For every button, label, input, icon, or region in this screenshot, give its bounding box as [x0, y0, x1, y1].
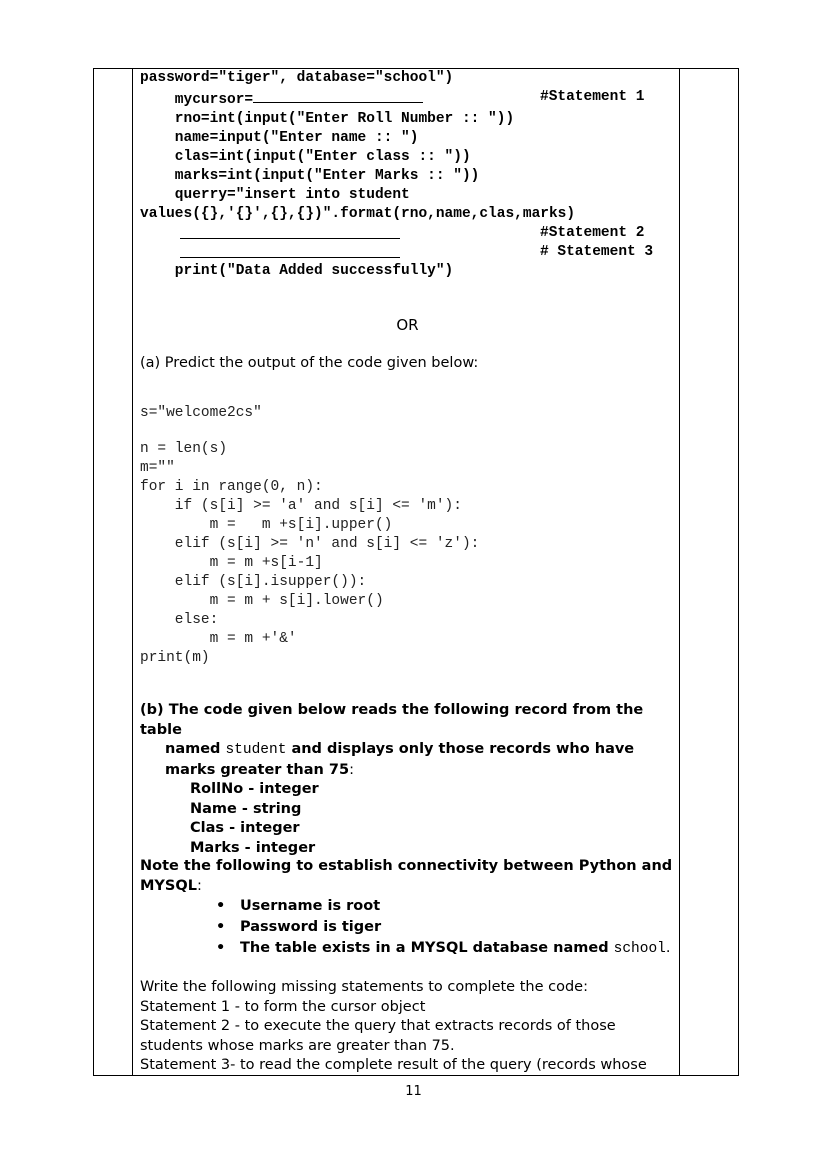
statement-3-label: # Statement 3: [540, 244, 654, 260]
instructions: [140, 978, 680, 1076]
note-colon: :: [196, 877, 202, 894]
instruction-line: Statement 3- to read the complete result of the query (records whose: [140, 1057, 647, 1073]
code-line: s="welcome2cs": [140, 405, 262, 421]
connectivity-note: [140, 857, 675, 960]
part-b-text: and displays only those records who have: [286, 741, 635, 757]
or-separator: OR: [396, 316, 419, 334]
blank-line: [180, 243, 400, 258]
note-text: MYSQL: [140, 877, 197, 894]
code-line: else:: [140, 612, 219, 628]
part-b-text: The code given below reads the following record from the table: [140, 702, 644, 738]
code-line: print("Data Added successfully"): [140, 263, 454, 279]
instruction-line: Write the following missing statements to complete the code:: [140, 979, 588, 995]
code-line: m = m +s[i-1]: [140, 555, 323, 571]
column-divider-right: [679, 69, 680, 1075]
note-line1: Note the following to establish connectivity between Python and: [140, 858, 673, 874]
connectivity-bullets: [216, 896, 675, 960]
table-name-student: student: [225, 742, 287, 758]
code-line: rno=int(input("Enter Roll Number :: ")): [140, 111, 515, 127]
part-b-text: marks greater than 75: [165, 761, 350, 778]
column-divider-left: [132, 69, 133, 1075]
code-line: for i in range(0, n):: [140, 479, 323, 495]
code-block-top: [140, 69, 675, 281]
field-item: RollNo - integer: [190, 781, 319, 797]
field-item: Name - string: [190, 800, 302, 817]
code-line: m = m + s[i].lower(): [140, 593, 384, 609]
field-item: Clas - integer: [190, 820, 300, 836]
instruction-line: Statement 2 - to execute the query that extracts records of those: [140, 1018, 616, 1034]
part-b-line1: [140, 701, 675, 740]
bullet-item: [216, 938, 675, 960]
bullet-text: Password is tiger: [240, 919, 382, 935]
code-line: querry="insert into student: [140, 187, 410, 203]
note-line2: [140, 877, 675, 897]
code-line: m = m +s[i].upper(): [140, 517, 393, 533]
part-b-line3: [140, 761, 675, 781]
part-b-colon: :: [349, 761, 354, 778]
code-line: elif (s[i] >= 'n' and s[i] <= 'z'):: [140, 536, 480, 552]
code-line-mycursor: [140, 88, 675, 110]
bullet-item: [216, 917, 675, 938]
field-list: [140, 780, 675, 858]
field-item: Marks - integer: [190, 839, 316, 856]
bullet-item: [216, 896, 675, 917]
code-line: m="": [140, 460, 175, 476]
bullet-text: Username is root: [240, 898, 381, 914]
page-number: 11: [405, 1084, 422, 1099]
part-b-question: [140, 701, 675, 858]
code-line: name=input("Enter name :: "): [140, 130, 419, 146]
part-b-text: named: [165, 741, 226, 757]
instruction-line: Statement 1 - to form the cursor object: [140, 998, 426, 1015]
part-b-line2: [140, 740, 675, 761]
code-line-statement-3: [140, 243, 675, 262]
bullet-period: .: [665, 940, 671, 956]
bullet-text: The table exists in a MYSQL database named: [240, 940, 614, 956]
database-name-school: school: [613, 941, 666, 957]
code-line: clas=int(input("Enter class :: ")): [140, 149, 471, 165]
code-line: password="tiger", database="school"): [140, 70, 454, 86]
code-line: [140, 423, 479, 440]
blank-line: [180, 224, 400, 239]
code-line: n = len(s): [140, 441, 228, 457]
statement-2-label: #Statement 2: [540, 225, 645, 241]
code-line: values({},'{}',{},{})".format(rno,name,clas,marks): [140, 206, 576, 222]
code-line: print(m): [140, 650, 210, 666]
code-line: elif (s[i].isupper()):: [140, 574, 367, 590]
part-a-heading: (a) Predict the output of the code given below:: [140, 355, 479, 371]
code-line-statement-2: [140, 224, 675, 243]
code-line: marks=int(input("Enter Marks :: ")): [140, 168, 480, 184]
code-text: mycursor=: [140, 92, 254, 108]
part-b-prefix: (b): [140, 702, 164, 718]
code-line: m = m +'&': [140, 631, 297, 647]
instruction-line: students whose marks are greater than 75.: [140, 1037, 455, 1054]
blank-line: [253, 88, 423, 103]
code-line: if (s[i] >= 'a' and s[i] <= 'm'):: [140, 498, 462, 514]
code-block-a: [140, 404, 479, 668]
statement-1-label: #Statement 1: [540, 89, 645, 105]
